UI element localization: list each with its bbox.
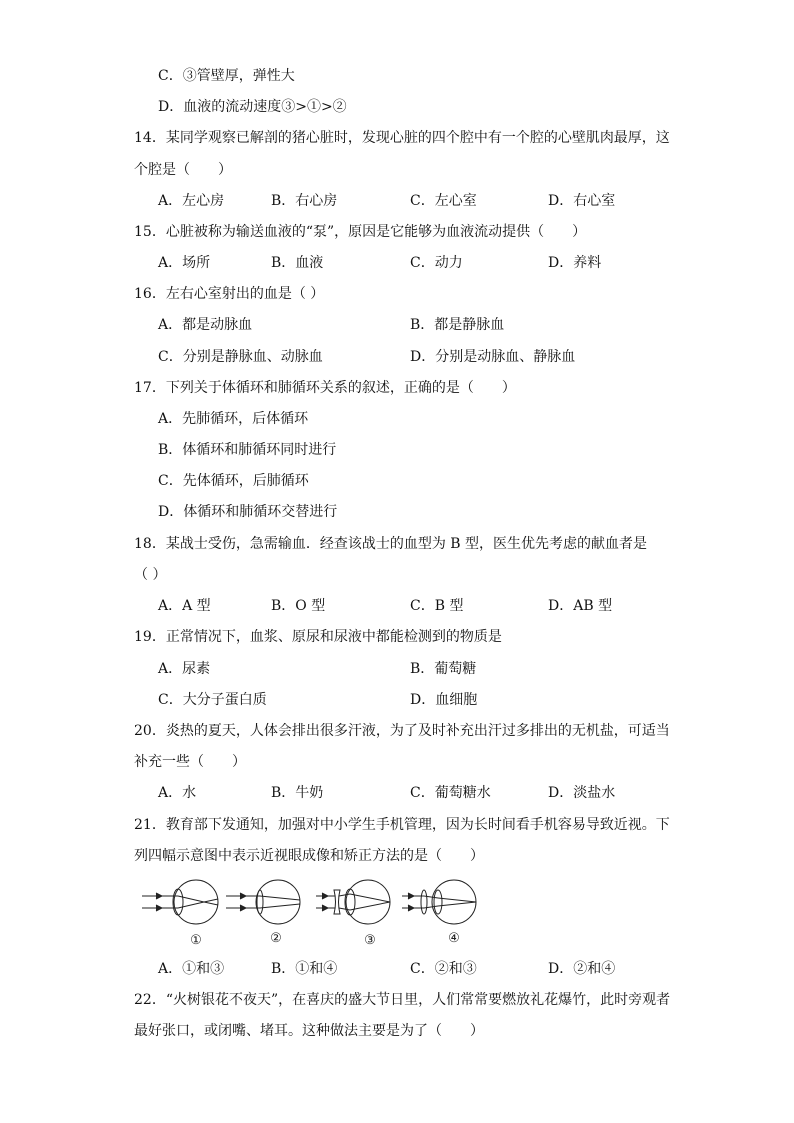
q19-option-c: C．大分子蛋白质 [158,692,267,708]
q18-option-a: A．A 型 [158,598,211,614]
q19-option-a: A．尿素 [158,661,211,677]
q14-option-a: A．左心房 [158,193,225,209]
q18-option-c: C．B 型 [410,598,464,614]
q19-stem: 19．正常情况下，血浆、原尿和尿液中都能检测到的物质是 [134,629,502,645]
q20-stem-line1: 20．炎热的夏天，人体会排出很多汗液，为了及时补充出汗过多排出的无机盐，可适当 [134,723,670,739]
q14-option-b: B．右心房 [271,193,338,209]
q16-option-b: B．都是静脉血 [410,317,505,333]
q18-option-b: B．O 型 [271,598,326,614]
figure-label-2: ② [270,931,282,946]
eye-diagram-figure [138,876,478,950]
q17-option-a: A．先肺循环，后体循环 [158,411,309,427]
figure-label-3: ③ [364,933,376,948]
q17-option-b: B．体循环和肺循环同时进行 [158,442,337,458]
q22-stem-line1: 22．“火树银花不夜天”，在喜庆的盛大节日里，人们常常要燃放礼花爆竹，此时旁观者 [134,992,671,1008]
q18-stem-line2: （ ） [134,567,167,583]
q17-option-d: D．体循环和肺循环交替进行 [158,504,338,520]
q20-option-c: C．葡萄糖水 [410,785,491,801]
q20-option-a: A．水 [158,785,197,801]
q13-option-c: C．③管壁厚，弹性大 [158,68,295,84]
q18-stem-line1: 18．某战士受伤，急需输血．经查该战士的血型为 B 型，医生优先考虑的献血者是 [134,536,648,552]
q21-option-a: A．①和③ [158,961,225,977]
q17-option-c: C．先体循环，后肺循环 [158,473,309,489]
q15-option-d: D．养料 [548,255,602,271]
q17-stem: 17．下列关于体循环和肺循环关系的叙述，正确的是（ ） [134,380,516,396]
figure-label-4: ④ [448,931,460,946]
q14-option-d: D．右心室 [548,193,616,209]
q19-option-d: D．血细胞 [410,692,478,708]
q14-stem-line1: 14．某同学观察已解剖的猪心脏时，发现心脏的四个腔中有一个腔的心壁肌肉最厚，这 [134,130,670,146]
q16-option-a: A．都是动脉血 [158,317,253,333]
q14-option-c: C．左心室 [410,193,477,209]
eye-diagram-3 [316,880,390,924]
q15-option-c: C．动力 [410,255,463,271]
q21-stem-line1: 21．教育部下发通知，加强对中小学生手机管理，因为长时间看手机容易导致近视。下 [134,817,670,833]
q20-option-b: B．牛奶 [271,785,324,801]
q16-option-c: C．分别是静脉血、动脉血 [158,349,323,365]
q20-stem-line2: 补充一些（ ） [134,754,246,770]
eye-diagram-2 [226,880,300,924]
q16-stem: 16．左右心室射出的血是（ ） [134,286,325,302]
q18-option-d: D．AB 型 [548,598,613,614]
q14-stem-line2: 个腔是（ ） [134,162,232,178]
q19-option-b: B．葡萄糖 [410,661,477,677]
q21-option-c: C．②和③ [410,961,477,977]
q15-option-a: A．场所 [158,255,211,271]
q15-option-b: B．血液 [271,255,324,271]
q21-stem-line2: 列四幅示意图中表示近视眼成像和矫正方法的是（ ） [134,848,484,864]
q16-option-d: D．分别是动脉血、静脉血 [410,349,576,365]
figure-label-1: ① [190,933,202,948]
q22-stem-line2: 最好张口，或闭嘴、堵耳。这种做法主要是为了（ ） [134,1023,484,1039]
q20-option-d: D．淡盐水 [548,785,616,801]
q21-option-b: B．①和④ [271,961,338,977]
eye-diagram-1 [142,880,218,924]
q21-option-d: D．②和④ [548,961,616,977]
eye-diagram-4 [402,880,476,924]
q15-stem: 15．心脏被称为输送血液的“泵”，原因是它能够为血液流动提供（ ） [134,224,587,240]
q13-option-d: D．血液的流动速度③>①>② [158,99,347,115]
